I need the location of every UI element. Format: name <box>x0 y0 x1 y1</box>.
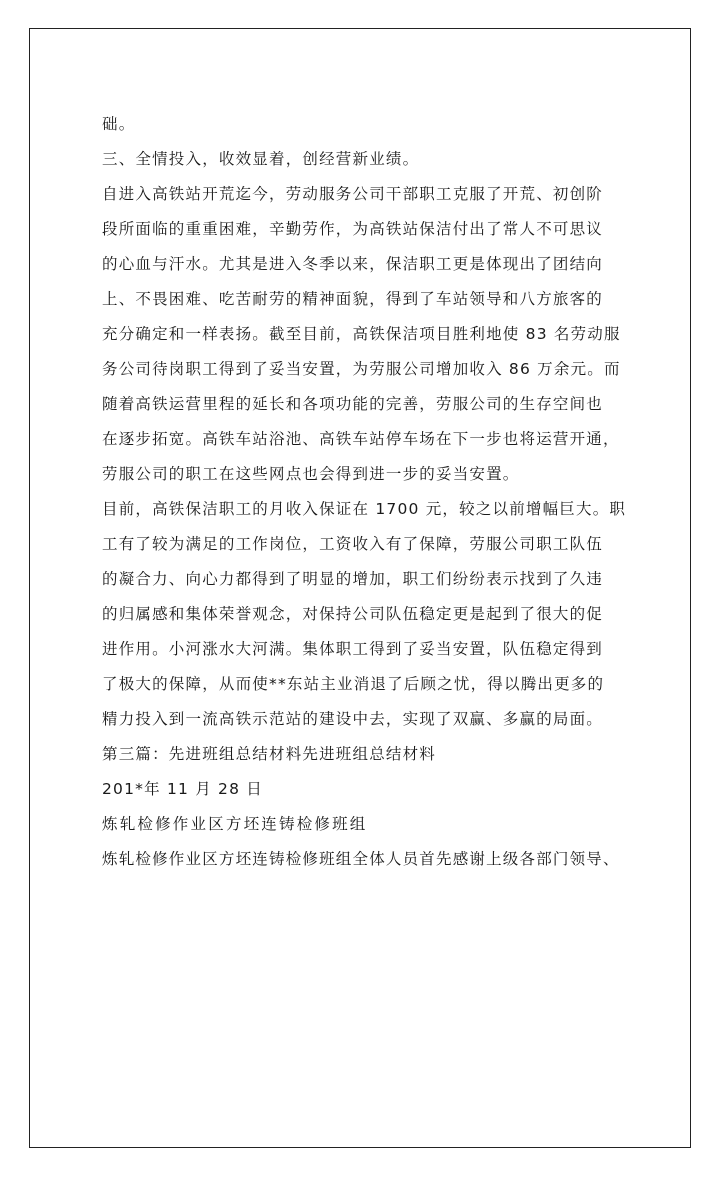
text-line: 进作用。小河涨水大河满。集体职工得到了妥当安置，队伍稳定得到 <box>102 640 604 658</box>
text-line: 精力投入到一流高铁示范站的建设中去，实现了双赢、多赢的局面。 <box>102 710 604 728</box>
text-line: 的凝合力、向心力都得到了明显的增加，职工们纷纷表示找到了久违 <box>102 570 604 588</box>
chapter-title: 第三篇：先进班组总结材料先进班组总结材料 <box>102 745 437 763</box>
text-line: 务公司待岗职工得到了妥当安置，为劳服公司增加收入 86 万余元。而 <box>102 360 621 378</box>
text-line: 劳服公司的职工在这些网点也会得到进一步的妥当安置。 <box>102 465 520 483</box>
text-line: 础。 <box>102 115 136 133</box>
document-body <box>102 107 642 877</box>
text-line: 目前，高铁保洁职工的月收入保证在 1700 元，较之以前增幅巨大。职 <box>102 500 627 518</box>
text-line: 在逐步拓宽。高铁车站浴池、高铁车站停车场在下一步也将运营开通， <box>102 430 620 448</box>
team-name: 炼轧检修作业区方坯连铸检修班组 <box>102 815 368 833</box>
date-line: 201*年 11 月 28 日 <box>102 780 263 798</box>
text-line: 了极大的保障，从而使**东站主业消退了后顾之忧，得以腾出更多的 <box>102 675 605 693</box>
text-line: 炼轧检修作业区方坯连铸检修班组全体人员首先感谢上级各部门领导、 <box>102 850 620 868</box>
text-line: 随着高铁运营里程的延长和各项功能的完善，劳服公司的生存空间也 <box>102 395 604 413</box>
text-line: 段所面临的重重困难，辛勤劳作，为高铁站保洁付出了常人不可思议 <box>102 220 604 238</box>
text-line: 自进入高铁站开荒迄今，劳动服务公司干部职工克服了开荒、初创阶 <box>102 185 604 203</box>
text-line: 工有了较为满足的工作岗位，工资收入有了保障，劳服公司职工队伍 <box>102 535 604 553</box>
section-heading: 三、全情投入，收效显着，创经营新业绩。 <box>102 150 420 168</box>
text-line: 上、不畏困难、吃苦耐劳的精神面貌，得到了车站领导和八方旅客的 <box>102 290 604 308</box>
text-line: 的心血与汗水。尤其是进入冬季以来，保洁职工更是体现出了团结向 <box>102 255 604 273</box>
text-line: 充分确定和一样表扬。截至目前，高铁保洁项目胜利地使 83 名劳动服 <box>102 325 621 343</box>
text-line: 的归属感和集体荣誉观念，对保持公司队伍稳定更是起到了很大的促 <box>102 605 604 623</box>
